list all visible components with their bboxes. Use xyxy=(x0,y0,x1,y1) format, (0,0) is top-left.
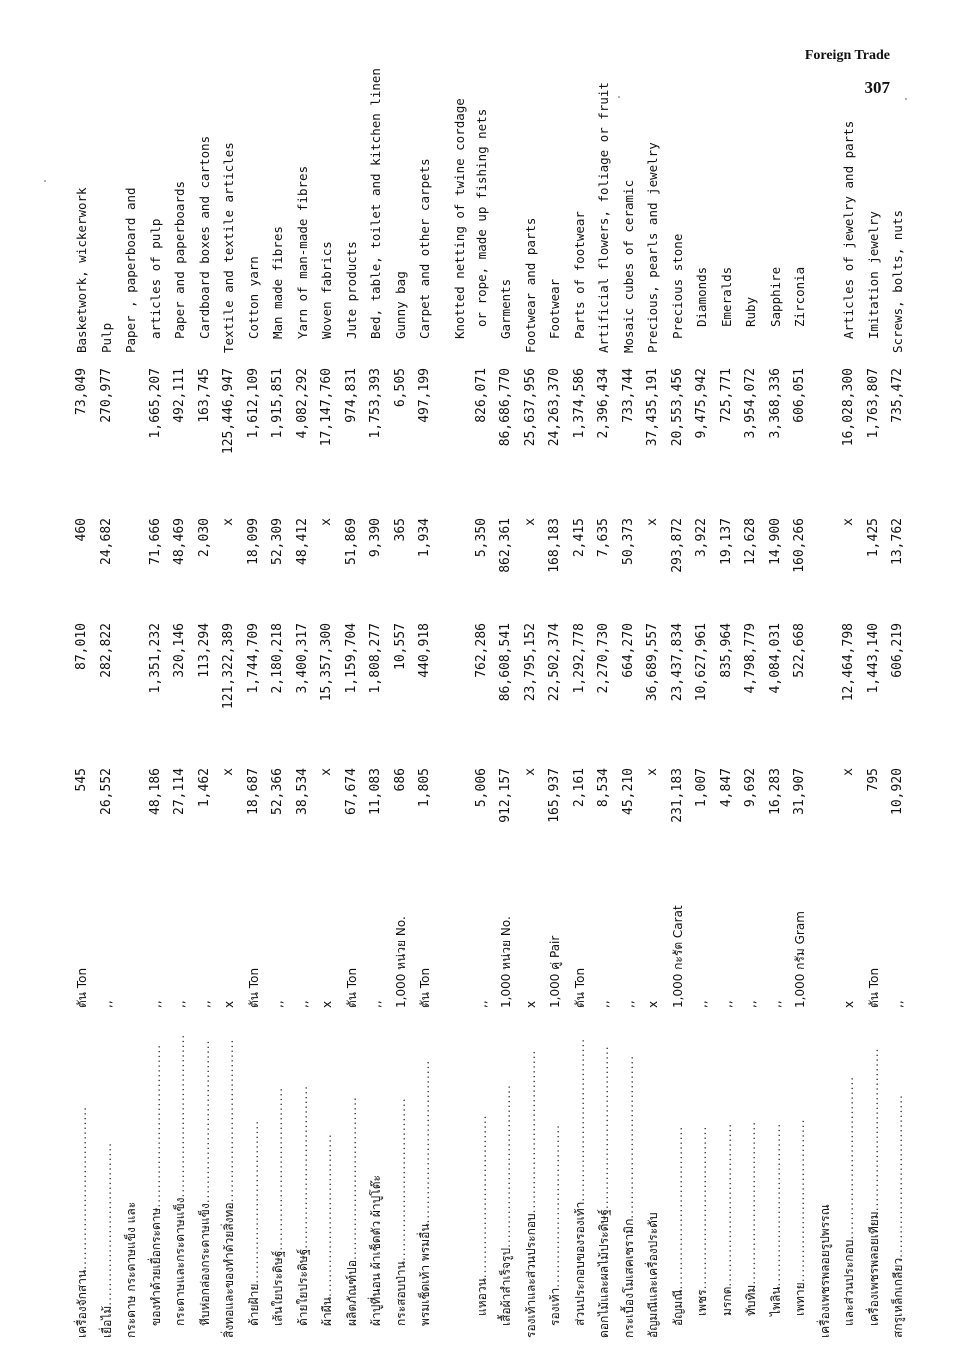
value-prev-cell: 282,822 xyxy=(98,623,114,678)
english-item-label: Paper , paperboard and xyxy=(123,187,138,353)
dot-leader: .................................. xyxy=(474,1114,489,1279)
english-item-label: Knotted netting of twine cordage xyxy=(451,98,467,339)
table-row xyxy=(788,68,812,1338)
dot-leader: .................................. xyxy=(99,1142,114,1306)
quantity-prev-cell: x xyxy=(319,768,334,776)
value-curr-cell: 1,753,393 xyxy=(368,368,383,439)
dot-leader: .................................. xyxy=(670,1125,685,1290)
quantity-prev-cell: 231,183 xyxy=(669,768,685,823)
table-row xyxy=(519,68,543,1338)
quantity-curr-cell: 168,183 xyxy=(547,518,562,573)
table-row xyxy=(364,68,388,1338)
english-item-label: Textile and textile articles xyxy=(221,142,236,353)
quantity-curr-cell: 9,390 xyxy=(368,518,383,558)
value-curr-cell: 725,771 xyxy=(718,368,734,423)
thai-item-label: ด้ายฝ้าย.................................. xyxy=(246,1119,261,1326)
table-row xyxy=(448,68,472,1338)
value-prev-cell: 664,270 xyxy=(620,623,636,678)
english-item-label: Cardboard boxes and cartons xyxy=(196,135,212,339)
unit-cell: ตัน Ton xyxy=(418,967,432,1008)
english-item-label: Imitation jewelry xyxy=(865,211,881,339)
table-row xyxy=(266,68,290,1338)
quantity-curr-cell: 160,266 xyxy=(792,518,807,573)
unit-cell: ,, xyxy=(173,1000,187,1008)
thai-item-label: กระเบื้องโมเสคเซรามิก.................................. xyxy=(621,1054,636,1338)
unit-cell: ,, xyxy=(695,1000,709,1008)
table-row xyxy=(641,68,665,1338)
table-row xyxy=(217,68,241,1338)
thai-item-label: ผลิตภัณฑ์ปอ.................................. xyxy=(344,1096,359,1326)
dot-leader: .................................. xyxy=(418,1059,432,1224)
english-item-label: Pulp xyxy=(98,322,114,353)
english-item-label: Precious stone xyxy=(669,233,685,339)
dot-leader: .................................. xyxy=(842,1075,856,1240)
table-row xyxy=(862,68,886,1338)
value-prev-cell: 1,292,778 xyxy=(571,623,587,694)
thai-item-label: อัญมณี.................................. xyxy=(670,1125,685,1326)
unit-cell: 1,000 หน่วย No. xyxy=(393,916,408,1008)
value-prev-cell: 22,502,374 xyxy=(547,623,562,702)
english-item-label: Footwear xyxy=(547,278,562,339)
thai-item-label: สิ่งทอและของทำด้วยสิ่งทอ.................................. xyxy=(222,1038,236,1338)
quantity-prev-cell: 45,210 xyxy=(620,768,636,815)
value-prev-cell: 1,744,709 xyxy=(245,623,261,694)
quantity-prev-cell: 1,007 xyxy=(694,768,709,808)
value-curr-cell: 1,665,207 xyxy=(147,368,163,439)
quantity-prev-cell: x xyxy=(645,768,660,776)
value-prev-cell: 113,294 xyxy=(196,623,212,678)
table-row xyxy=(886,68,910,1338)
quantity-curr-cell: 1,934 xyxy=(417,518,432,558)
quantity-curr-cell: 460 xyxy=(74,518,89,542)
dot-leader: .................................. xyxy=(621,1054,636,1219)
thai-item-label: เครื่องจักสาน.................................. xyxy=(75,1106,89,1338)
value-curr-cell: 733,744 xyxy=(620,368,636,423)
thai-item-label: มรกต.................................. xyxy=(719,1122,734,1316)
unit-cell: ,, xyxy=(891,1000,905,1008)
quantity-curr-cell: 365 xyxy=(392,518,408,542)
scan-speck xyxy=(44,180,46,182)
dot-leader: .................................. xyxy=(572,1037,587,1202)
thai-item-label: ทับทิม.................................. xyxy=(744,1120,758,1316)
english-item-label: Diamonds xyxy=(694,266,709,327)
unit-cell: ตัน Ton xyxy=(866,967,881,1008)
value-prev-cell: 86,608,541 xyxy=(498,623,513,702)
dot-leader: .................................. xyxy=(148,1043,163,1208)
quantity-prev-cell: 10,920 xyxy=(890,768,905,815)
unit-cell: ,, xyxy=(295,1000,310,1008)
value-prev-cell: 15,357,300 xyxy=(319,623,334,702)
quantity-curr-cell: x xyxy=(319,518,334,526)
value-prev-cell: 12,464,798 xyxy=(841,623,856,702)
thai-item-label: อัญมณีและเครื่องประดับ xyxy=(646,1212,660,1338)
value-prev-cell: 121,322,389 xyxy=(221,623,236,710)
value-curr-cell: 3,954,072 xyxy=(743,368,758,439)
value-curr-cell: 270,977 xyxy=(98,368,114,423)
dot-leader: .................................. xyxy=(344,1096,359,1260)
unit-cell: ตัน Ton xyxy=(246,967,261,1008)
unit-cell: x xyxy=(646,1000,660,1008)
unit-cell: x xyxy=(222,1000,236,1008)
value-curr-cell: 17,147,760 xyxy=(319,368,334,447)
unit-cell: ตัน Ton xyxy=(75,967,89,1008)
quantity-prev-cell: 11,083 xyxy=(368,768,383,815)
quantity-prev-cell: 5,006 xyxy=(473,768,489,808)
value-curr-cell: 20,553,456 xyxy=(669,368,685,447)
value-curr-cell: 974,831 xyxy=(343,368,359,423)
quantity-prev-cell: 16,283 xyxy=(767,768,783,815)
quantity-curr-cell: 7,635 xyxy=(596,518,611,558)
thai-item-label: กระดาษและกระดาษแข็ง.................................. xyxy=(173,1033,187,1326)
english-item-label: Yarn of man-made fibres xyxy=(294,165,310,339)
thai-item-label: เพทาย.................................. xyxy=(793,1118,807,1316)
english-item-label: Garments xyxy=(498,278,513,339)
value-prev-cell: 2,270,730 xyxy=(596,623,611,694)
quantity-curr-cell: 18,099 xyxy=(245,518,261,565)
dot-leader: .................................. xyxy=(246,1119,261,1284)
table-row xyxy=(715,68,739,1338)
dot-leader: .................................. xyxy=(295,1085,310,1249)
english-item-label: Basketwork, wickerwork xyxy=(74,187,89,353)
table-row xyxy=(70,68,94,1338)
thai-item-label: ของทำด้วยเยื่อกระดาษ.................................. xyxy=(148,1043,163,1326)
thai-item-label xyxy=(448,1013,472,1338)
dot-leader: .................................. xyxy=(695,1125,709,1290)
english-item-label: Artificial flowers, foliage or fruit xyxy=(596,82,611,353)
table-row xyxy=(389,68,413,1338)
running-header: Foreign Trade xyxy=(804,48,890,63)
quantity-prev-cell: 2,161 xyxy=(571,768,587,808)
table-row xyxy=(168,68,192,1338)
quantity-prev-cell: 795 xyxy=(865,768,881,792)
dot-leader: .................................. xyxy=(719,1122,734,1287)
thai-item-label: กระดาษ กระดาษแข็ง และ xyxy=(124,1201,138,1338)
unit-cell: ,, xyxy=(148,1000,163,1008)
dot-leader: .................................. xyxy=(548,1124,562,1288)
quantity-prev-cell: 4,847 xyxy=(718,768,734,808)
value-prev-cell: 1,443,140 xyxy=(865,623,881,694)
value-prev-cell: 320,146 xyxy=(172,623,187,678)
unit-cell: x xyxy=(320,1000,334,1008)
quantity-curr-cell: 862,361 xyxy=(498,518,513,573)
value-prev-cell: 4,084,031 xyxy=(767,623,783,694)
quantity-curr-cell: x xyxy=(221,518,236,526)
table-row xyxy=(144,68,168,1338)
thai-item-label: หีบห่อกล่องกระดาษแข็ง.................................. xyxy=(197,1039,212,1326)
value-prev-cell: 23,437,834 xyxy=(669,623,685,702)
thai-item-label: รองเท้าและส่วนประกอบ.................................. xyxy=(523,1049,538,1338)
quantity-curr-cell: 19,137 xyxy=(718,518,734,565)
english-item-label: Woven fabrics xyxy=(319,241,334,339)
unit-cell: 1,000 กรัม Gram xyxy=(793,911,807,1008)
quantity-prev-cell: 67,674 xyxy=(343,768,359,815)
quantity-curr-cell: 48,469 xyxy=(172,518,187,565)
value-prev-cell: 23,795,152 xyxy=(522,623,538,702)
value-prev-cell: 606,219 xyxy=(890,623,905,678)
unit-cell: 1,000 คู่ Pair xyxy=(548,935,562,1008)
value-curr-cell: 606,051 xyxy=(792,368,807,423)
value-curr-cell: 6,505 xyxy=(392,368,408,408)
thai-item-label: ผ้าปูที่นอน ผ้าเช็ดตัว ผ้าปูโต๊ะ xyxy=(369,1175,383,1326)
quantity-prev-cell: 27,114 xyxy=(172,768,187,815)
english-item-label: Parts of footwear xyxy=(571,211,587,339)
table-row xyxy=(340,68,364,1338)
english-item-label: or rope, made up fishing nets xyxy=(473,108,489,327)
unit-cell: ,, xyxy=(271,1000,285,1008)
unit-cell: 1,000 กะรัต Carat xyxy=(670,905,685,1008)
value-curr-cell: 1,915,851 xyxy=(270,368,285,439)
quantity-curr-cell: 5,350 xyxy=(473,518,489,558)
quantity-curr-cell: 14,900 xyxy=(767,518,783,565)
dot-leader: .................................. xyxy=(499,1084,513,1248)
table-row xyxy=(470,68,494,1338)
english-item-label: Emeralds xyxy=(718,266,734,327)
unit-cell: ตัน Ton xyxy=(572,967,587,1008)
table-row xyxy=(494,68,518,1338)
value-curr-cell: 826,071 xyxy=(473,368,489,423)
unit-cell: ,, xyxy=(621,1000,636,1008)
quantity-curr-cell: 13,762 xyxy=(890,518,905,565)
dot-leader: .................................. xyxy=(75,1106,89,1270)
trade-table xyxy=(60,68,920,1338)
thai-item-label: เส้นใยประดิษฐ์.................................. xyxy=(271,1086,285,1326)
table-row xyxy=(242,68,266,1338)
quantity-curr-cell: 2,415 xyxy=(571,518,587,558)
unit-cell: ตัน Ton xyxy=(344,967,359,1008)
english-item-label: Carpet and other carpets xyxy=(417,158,432,339)
unit-cell: ,, xyxy=(369,1000,383,1008)
table-row xyxy=(666,68,690,1338)
dot-leader: .................................. xyxy=(866,1047,881,1212)
english-item-label: Mosaic cubes of ceramic xyxy=(620,179,636,353)
table-row xyxy=(690,68,714,1338)
english-item-label: Gunny bag xyxy=(392,271,408,339)
value-prev-cell: 440,918 xyxy=(417,623,432,678)
english-item-label: Paper and paperboards xyxy=(172,180,187,339)
table-row xyxy=(568,68,592,1338)
thai-item-label: ไพลิน.................................. xyxy=(768,1122,783,1316)
value-curr-cell: 2,396,434 xyxy=(596,368,611,439)
quantity-prev-cell: 686 xyxy=(392,768,408,792)
unit-cell: ,, xyxy=(597,1000,611,1008)
value-curr-cell: 1,763,807 xyxy=(865,368,881,439)
thai-item-label: แหอวน.................................. xyxy=(474,1114,489,1316)
table-row xyxy=(315,68,339,1338)
quantity-curr-cell: x xyxy=(522,518,538,526)
unit-cell: ,, xyxy=(768,1000,783,1008)
english-item-label: Screws, bolts, nuts xyxy=(890,210,905,353)
english-item-label: Articles of jewelry and parts xyxy=(841,120,856,339)
table-row xyxy=(413,68,437,1338)
quantity-prev-cell: 1,462 xyxy=(196,768,212,808)
value-prev-cell: 10,627,961 xyxy=(694,623,709,702)
thai-item-label: เพชร.................................. xyxy=(695,1125,709,1316)
thai-item-label: พรมเช็ดเท้า พรมอื่น.................................. xyxy=(418,1059,432,1326)
quantity-curr-cell: 24,682 xyxy=(98,518,114,565)
quantity-curr-cell: 50,373 xyxy=(620,518,636,565)
quantity-curr-cell: 12,628 xyxy=(743,518,758,565)
thai-item-label: รองเท้า.................................. xyxy=(548,1124,562,1326)
value-curr-cell: 492,111 xyxy=(172,368,187,423)
table-row xyxy=(813,68,837,1338)
dot-leader: .................................. xyxy=(222,1038,236,1203)
quantity-prev-cell: 48,186 xyxy=(147,768,163,815)
quantity-prev-cell: 165,937 xyxy=(547,768,562,823)
dot-leader: .................................. xyxy=(393,1097,408,1262)
dot-leader: .................................. xyxy=(891,1094,905,1258)
english-item-label: Precious, pearls and jewelry xyxy=(645,142,660,353)
quantity-curr-cell: 48,412 xyxy=(294,518,310,565)
value-prev-cell: 36,689,557 xyxy=(645,623,660,702)
english-item-label: Ruby xyxy=(743,296,758,327)
value-prev-cell: 1,351,232 xyxy=(147,623,163,694)
table-row xyxy=(837,68,861,1338)
quantity-curr-cell: 293,872 xyxy=(669,518,685,573)
quantity-curr-cell: 71,666 xyxy=(147,518,163,565)
value-prev-cell: 87,010 xyxy=(74,623,89,670)
quantity-curr-cell: 3,922 xyxy=(694,518,709,558)
value-curr-cell: 497,199 xyxy=(417,368,432,423)
thai-item-label: เสื้อผ้าสำเร็จรูป.................................. xyxy=(499,1084,513,1326)
value-curr-cell: 163,745 xyxy=(196,368,212,423)
value-curr-cell: 37,435,191 xyxy=(645,368,660,447)
table-row xyxy=(617,68,641,1338)
quantity-prev-cell: 9,692 xyxy=(743,768,758,808)
value-prev-cell: 3,400,317 xyxy=(294,623,310,694)
thai-item-label: ดอกไม้และผลไม้ประดิษฐ์.................................. xyxy=(597,1045,611,1338)
dot-leader: .................................. xyxy=(744,1120,758,1285)
unit-cell: 1,000 หน่วย No. xyxy=(499,916,513,1008)
dot-leader: .................................. xyxy=(197,1039,212,1204)
dot-leader: .................................. xyxy=(793,1118,807,1283)
quantity-prev-cell: 1,805 xyxy=(417,768,432,808)
page-number: 307 xyxy=(864,78,890,97)
thai-item-label: ด้ายใยประดิษฐ์.................................. xyxy=(295,1085,310,1326)
english-item-label: Cotton yarn xyxy=(245,256,261,339)
dot-leader: .................................. xyxy=(768,1122,783,1287)
unit-cell: ,, xyxy=(197,1000,212,1008)
unit-cell: ,, xyxy=(474,1000,489,1008)
quantity-curr-cell: 1,425 xyxy=(865,518,881,558)
value-curr-cell: 9,475,942 xyxy=(694,368,709,439)
value-prev-cell: 762,286 xyxy=(473,623,489,678)
quantity-curr-cell: 2,030 xyxy=(196,518,212,558)
unit-cell: ,, xyxy=(744,1000,758,1008)
thai-item-label: เครื่องเพชรพลอยรูปพรรณ xyxy=(817,1204,832,1338)
unit-cell: ,, xyxy=(719,1000,734,1008)
dot-leader: .................................. xyxy=(523,1049,538,1214)
value-curr-cell: 4,082,292 xyxy=(294,368,310,439)
thai-item-label: เยื่อไม้.................................. xyxy=(99,1142,114,1338)
quantity-prev-cell: x xyxy=(221,768,236,776)
value-prev-cell: 1,808,277 xyxy=(368,623,383,694)
quantity-curr-cell: 52,309 xyxy=(270,518,285,565)
value-curr-cell: 73,049 xyxy=(74,368,89,415)
thai-item-label: ผ้าผืน.................................. xyxy=(320,1133,334,1326)
quantity-prev-cell: 52,366 xyxy=(270,768,285,815)
value-prev-cell: 4,798,779 xyxy=(743,623,758,694)
value-curr-cell: 1,374,586 xyxy=(571,368,587,439)
value-prev-cell: 835,964 xyxy=(718,623,734,678)
value-curr-cell: 25,637,956 xyxy=(522,368,538,447)
table-row xyxy=(119,68,143,1338)
dot-leader: .................................. xyxy=(271,1086,285,1251)
table-row xyxy=(592,68,616,1338)
english-item-label: Bed, table, toilet and kitchen linen xyxy=(368,68,383,339)
table-row xyxy=(193,68,217,1338)
english-item-label: Sapphire xyxy=(767,266,783,327)
thai-item-label: เครื่องเพชรพลอยเทียม.................................. xyxy=(866,1047,881,1326)
unit-cell: x xyxy=(842,1000,856,1008)
quantity-prev-cell: 912,157 xyxy=(498,768,513,823)
value-curr-cell: 3,368,336 xyxy=(767,368,783,439)
quantity-prev-cell: x xyxy=(522,768,538,776)
quantity-curr-cell: x xyxy=(645,518,660,526)
value-curr-cell: 735,472 xyxy=(890,368,905,423)
value-curr-cell: 1,612,109 xyxy=(245,368,261,439)
value-curr-cell: 16,028,300 xyxy=(841,368,856,447)
english-item-label: Zirconia xyxy=(792,266,807,327)
quantity-curr-cell: x xyxy=(841,518,856,526)
value-prev-cell: 522,668 xyxy=(792,623,807,678)
value-curr-cell: 125,446,947 xyxy=(221,368,236,455)
english-item-label: articles of pulp xyxy=(147,218,163,339)
thai-item-label: และส่วนประกอบ.................................. xyxy=(842,1075,856,1326)
thai-item-label: ส่วนประกอบของรองเท้า.................................. xyxy=(572,1037,587,1326)
table-row xyxy=(291,68,315,1338)
unit-cell: x xyxy=(523,1000,538,1008)
quantity-prev-cell: 545 xyxy=(74,768,89,792)
quantity-prev-cell: x xyxy=(841,768,856,776)
english-item-label: Jute products xyxy=(343,241,359,339)
table-row xyxy=(95,68,119,1338)
value-curr-cell: 24,263,370 xyxy=(547,368,562,447)
dot-leader: .................................. xyxy=(597,1045,611,1210)
thai-item-label: สกรูเหล็กเกลียว.................................. xyxy=(891,1094,905,1338)
dot-leader: .................................. xyxy=(320,1133,334,1297)
value-curr-cell: 86,686,770 xyxy=(498,368,513,447)
unit-cell: ,, xyxy=(99,1000,114,1008)
quantity-prev-cell: 26,552 xyxy=(98,768,114,815)
quantity-prev-cell: 18,687 xyxy=(245,768,261,815)
quantity-curr-cell: 51,869 xyxy=(343,518,359,565)
thai-item-label: กระสอบป่าน.................................. xyxy=(393,1097,408,1326)
table-row xyxy=(543,68,567,1338)
english-item-label: Footwear and parts xyxy=(522,217,538,353)
table-row xyxy=(739,68,763,1338)
table-row xyxy=(764,68,788,1338)
value-prev-cell: 10,557 xyxy=(392,623,408,670)
quantity-prev-cell: 38,534 xyxy=(294,768,310,815)
value-prev-cell: 1,159,704 xyxy=(343,623,359,694)
quantity-prev-cell: 8,534 xyxy=(596,768,611,808)
quantity-prev-cell: 31,907 xyxy=(792,768,807,815)
value-prev-cell: 2,180,218 xyxy=(270,623,285,694)
english-item-label: Man made fibres xyxy=(270,226,285,339)
dot-leader: .................................. xyxy=(173,1033,187,1198)
